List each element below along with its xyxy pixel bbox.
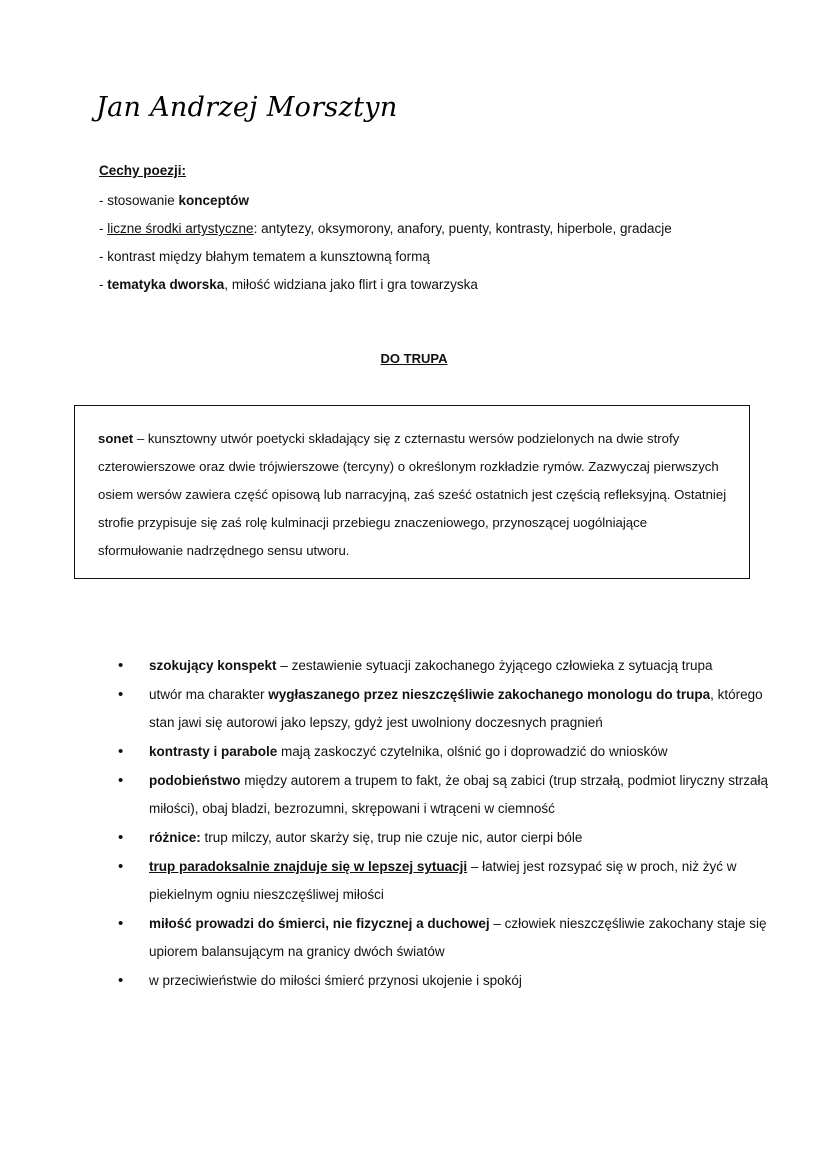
bullet-icon: • — [118, 972, 124, 989]
definition-term: sonet — [98, 431, 134, 446]
list-item: • kontrasty i parabole mają zaskoczyć czytelnika, olśnić go i doprowadzić do wniosków — [118, 738, 768, 766]
definition-text: – kunsztowny utwór poetycki składający się z czternastu wersów podzielonych na dwie strofy czterowierszowe oraz dwie trójwierszowe (tercyny) o określonym rozkładzie rymów. Zazwyczaj pierwszych osiem wersów zawiera część opisową lub narracyjną, zaś sześć ostatnich jest częścią refleksyjną. Ostatniej strofie przypisuje się zaś rolę kulminacji przebiegu znaczeniowego, przynoszącej uogólniające sformułowanie nadrzędnego sensu utworu. — [98, 431, 727, 558]
list-item: • szokujący konspekt – zestawienie sytuacji zakochanego żyjącego człowieka z sytuacją trupa — [118, 652, 768, 680]
notes-list — [118, 652, 768, 996]
poetry-features — [99, 160, 779, 299]
feature-item: - stosowanie konceptów — [99, 193, 250, 208]
list-item: • w przeciwieństwie do miłości śmierć przynosi ukojenie i spokój — [118, 967, 768, 995]
feature-keyword: konceptów — [178, 193, 250, 208]
features-heading: Cechy poezji: — [99, 163, 187, 178]
bullet-icon: • — [118, 686, 124, 703]
feature-item: - tematyka dworska, miłość widziana jako flirt i gra towarzyska — [99, 277, 478, 292]
definition-box — [74, 405, 750, 579]
list-item: • różnice: trup milczy, autor skarży się, trup nie czuje nic, autor cierpi bóle — [118, 824, 768, 852]
bullet-icon: • — [118, 858, 124, 875]
bullet-icon: • — [118, 829, 124, 846]
section-title: DO TRUPA — [380, 351, 448, 366]
list-item: • trup paradoksalnie znajduje się w lepszej sytuacji – łatwiej jest rozsypać się w proch, niż żyć w piekielnym ogniu nieszczęśliwej miłości — [118, 853, 768, 909]
list-item: • podobieństwo między autorem a trupem to fakt, że obaj są zabici (trup strzałą, podmiot liryczny strzałą miłości), obaj bladzi, bezrozumni, skrępowani i wtrąceni w ciemność — [118, 767, 768, 823]
feature-item: - kontrast między błahym tematem a kunsztowną formą — [99, 249, 430, 264]
bullet-icon: • — [118, 915, 124, 932]
page-title: Jan Andrzej Morsztyn — [96, 92, 398, 123]
feature-item: - liczne środki artystyczne: antytezy, oksymorony, anafory, puenty, kontrasty, hiperbole, gradacje — [99, 221, 672, 236]
list-item: • utwór ma charakter wygłaszanego przez nieszczęśliwie zakochanego monologu do trupa, którego stan jawi się autorowi jako lepszy, gdyż jest uwolniony doczesnych pragnień — [118, 681, 768, 737]
bullet-icon: • — [118, 772, 124, 789]
bullet-icon: • — [118, 657, 124, 674]
feature-keyword: tematyka dworska — [107, 277, 225, 292]
bullet-icon: • — [118, 743, 124, 760]
feature-keyword: liczne środki artystyczne — [107, 221, 254, 236]
list-item: • miłość prowadzi do śmierci, nie fizycznej a duchowej – człowiek nieszczęśliwie zakochany staje się upiorem balansującym na granicy dwóch światów — [118, 910, 768, 966]
